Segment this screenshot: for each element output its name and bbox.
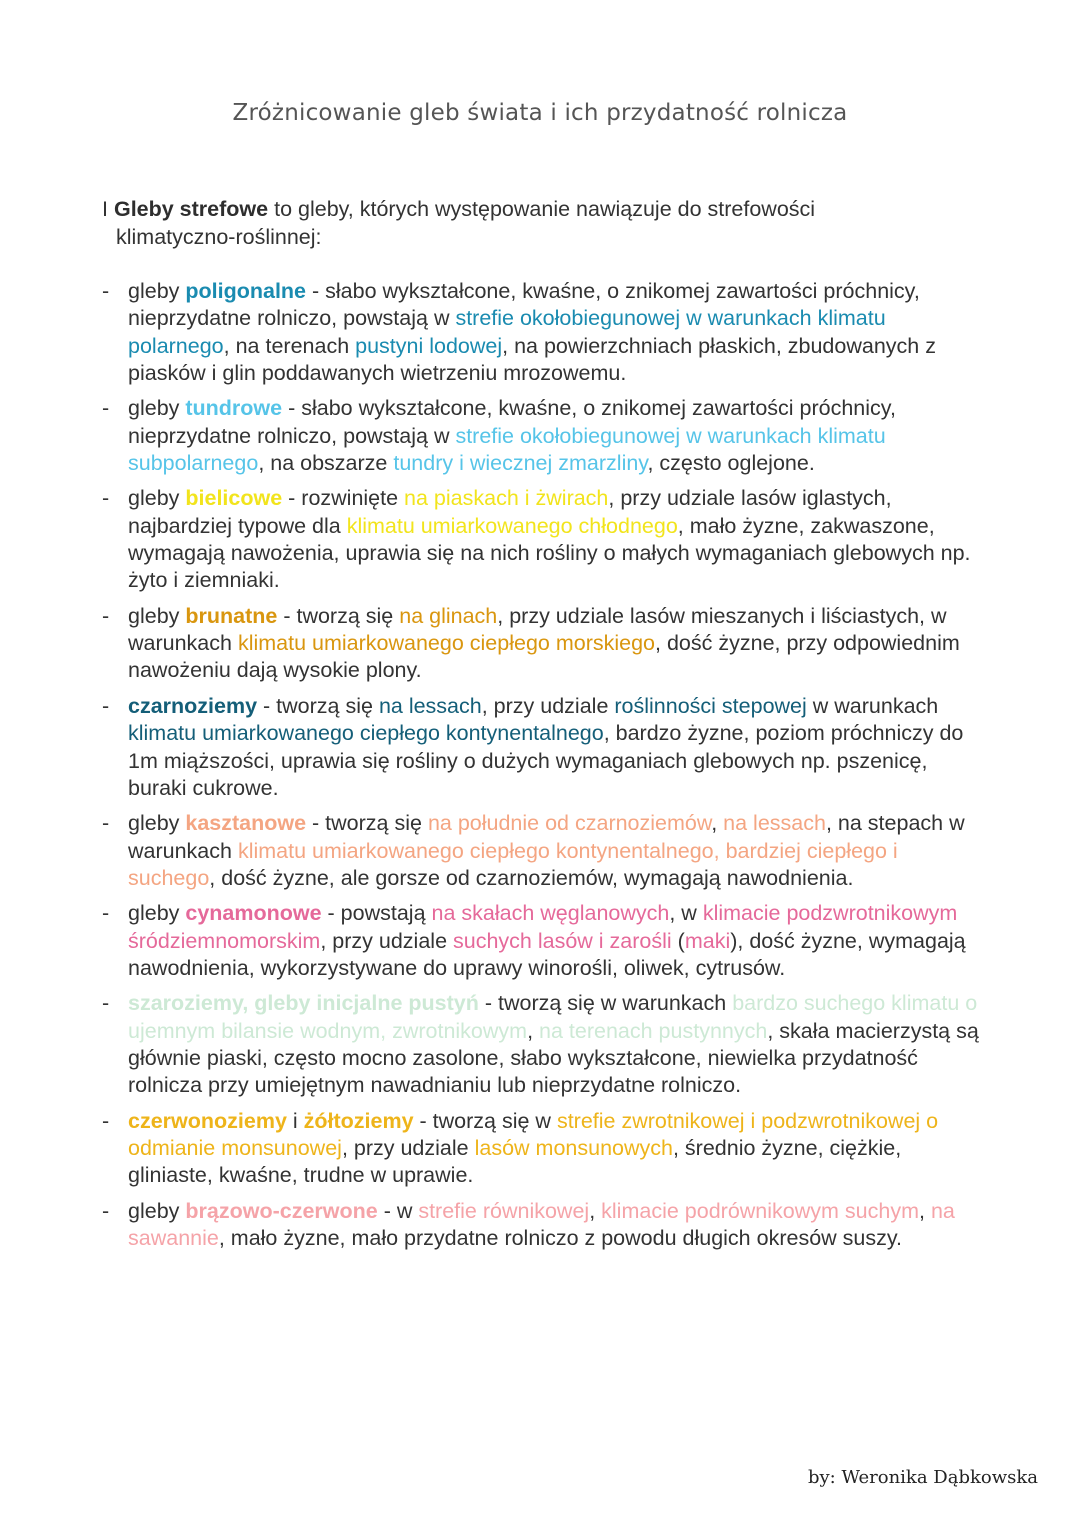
list-bullet: - xyxy=(102,1108,110,1133)
item-text: , skała macierzystą są głównie piaski, często mocno zasolone, słabo wykształcone, niewielka przydatność rolnicza przy umiejętnym nawadnianiu lub nieprzydatne rolniczo. xyxy=(128,1018,979,1098)
item-text: - rozwinięte xyxy=(282,486,405,511)
highlight-text: pustyni lodowej xyxy=(355,333,503,358)
highlight-text: roślinności stepowej xyxy=(614,693,807,718)
highlight-text: klimatu umiarkowanego ciepłego morskiego xyxy=(237,631,656,656)
highlight-text: na skałach węglanowych xyxy=(431,901,670,926)
author-credit: by: Weronika Dąbkowska xyxy=(807,1467,1038,1488)
item-text: - w xyxy=(377,1198,419,1223)
item-text: i xyxy=(286,1108,304,1133)
soil-term: brązowo-czerwone xyxy=(185,1198,378,1223)
soil-term: czerwonoziemy xyxy=(128,1108,287,1133)
item-text: , mało żyzne, zakwaszone, wymagają nawożenia, uprawia się na nich rośliny o małych wymaganiach glebowych np. żyto i ziemniaki. xyxy=(128,513,971,593)
list-bullet: - xyxy=(102,486,110,511)
soil-term: poligonalne xyxy=(185,279,307,303)
item-text: , na powierzchniach płaskich, zbudowanych z piasków i glin poddawanych wietrzeniu mrozowemu. xyxy=(128,333,936,385)
list-item-brunatne xyxy=(100,603,980,685)
item-text: , mało żyzne, mało przydatne rolniczo z powodu długich okresów suszy. xyxy=(218,1226,902,1251)
item-text: ( xyxy=(671,928,685,953)
item-text: , xyxy=(711,811,724,836)
highlight-text: na sawannie xyxy=(128,1198,955,1251)
item-text: , przy udziale lasów iglastych, najbardziej typowe dla xyxy=(128,486,892,538)
item-text: , dość żyzne, przy odpowiednim nawożeniu dają wysokie plony. xyxy=(128,631,960,683)
page-title: Zróżnicowanie gleb świata i ich przydatność rolnicza xyxy=(232,100,848,126)
item-text: , na obszarze xyxy=(258,450,394,475)
highlight-text: suchych lasów i zarośli xyxy=(453,928,672,953)
list-bullet: - xyxy=(102,603,110,628)
item-text: gleby xyxy=(128,486,186,511)
list-item-cynamonowe xyxy=(100,900,980,982)
list-bullet: - xyxy=(102,991,110,1016)
item-text: , średnio żyzne, ciężkie, gliniaste, kwaśne, trudne w uprawie. xyxy=(128,1136,902,1188)
item-text: , xyxy=(589,1198,602,1223)
item-text: , xyxy=(527,1018,540,1043)
list-bullet: - xyxy=(102,693,110,718)
highlight-text: strefie zwrotnikowej i podzwrotnikowej o odmianie monsunowej xyxy=(128,1108,939,1161)
item-text: , xyxy=(918,1198,931,1223)
soil-term: tundrowe xyxy=(185,396,283,421)
list-item-szaroziemy xyxy=(100,990,980,1099)
item-text: - tworzą się xyxy=(306,811,428,836)
soil-term: bielicowe xyxy=(185,486,283,511)
highlight-text: maki xyxy=(684,928,731,953)
intro-prefix: I xyxy=(102,197,108,221)
intro-text: to gleby, których występowanie nawiązuje do strefowości xyxy=(274,197,816,221)
item-text: , przy udziale xyxy=(320,928,454,953)
highlight-text: tundry i wiecznej zmarzliny xyxy=(393,450,648,475)
list-item-tundrowe xyxy=(100,395,980,477)
highlight-text: klimatu umiarkowanego ciepłego kontynentalnego xyxy=(128,721,604,746)
item-text: , w xyxy=(669,901,703,926)
item-text: gleby xyxy=(128,279,186,303)
item-text: gleby xyxy=(128,901,186,926)
highlight-text: na piaskach i żwirach xyxy=(404,486,609,511)
list-item-czerwonoziemy xyxy=(100,1108,980,1190)
item-text: , bardzo żyzne, poziom próchniczy do 1m miąższości, uprawia się rośliny o dużych wymaganiach glebowych np. pszenicę, buraki cukrowe. xyxy=(128,721,964,800)
list-item-poligonalne xyxy=(100,278,980,387)
list-item-czarnoziemy xyxy=(100,693,980,802)
soil-term: żółtoziemy xyxy=(303,1108,414,1133)
list-bullet: - xyxy=(102,396,110,421)
item-text: , często oglejone. xyxy=(647,450,815,475)
intro-continuation: klimatyczno-roślinnej: xyxy=(116,225,322,249)
soil-term: szaroziemy, gleby inicjalne pustyń xyxy=(128,991,479,1016)
item-text: gleby xyxy=(128,811,186,836)
item-text: - tworzą się w xyxy=(413,1108,557,1133)
intro-paragraph xyxy=(102,195,962,251)
highlight-text: na glinach xyxy=(399,603,498,628)
soil-term: kasztanowe xyxy=(185,811,307,836)
highlight-text: strefie okołobiegunowej w warunkach klimatu polarnego xyxy=(128,306,886,358)
soil-term: cynamonowe xyxy=(185,901,322,926)
item-text: - tworzą się w warunkach xyxy=(478,991,733,1016)
highlight-text: strefie równikowej xyxy=(418,1198,590,1223)
item-text: gleby xyxy=(128,1198,186,1223)
highlight-text: klimacie podrównikowym suchym xyxy=(601,1198,919,1223)
list-bullet: - xyxy=(102,901,110,926)
item-text: ), dość żyzne, wymagają nawodnienia, wykorzystywane do uprawy winorośli, oliwek, cytrusów. xyxy=(128,928,966,980)
item-text: - słabo wykształcone, kwaśne, o znikomej zawartości próchnicy, nieprzydatne rolniczo, powstają w xyxy=(128,279,920,331)
item-text: - słabo wykształcone, kwaśne, o znikomej zawartości próchnicy, nieprzydatne rolniczo, powstają w xyxy=(128,396,896,448)
item-text: , na stepach w warunkach xyxy=(128,811,965,863)
item-text: w warunkach xyxy=(806,693,939,718)
list-bullet: - xyxy=(102,1198,110,1223)
list-item-kasztanowe xyxy=(100,810,980,892)
highlight-text: lasów monsunowych xyxy=(474,1136,673,1161)
highlight-text: na terenach pustynnych xyxy=(539,1018,768,1043)
item-text: , przy udziale xyxy=(341,1136,475,1161)
item-text: gleby xyxy=(128,603,186,628)
soil-term: czarnoziemy xyxy=(128,693,258,718)
highlight-text: na lessach xyxy=(723,811,826,836)
item-text: , przy udziale xyxy=(481,693,615,718)
item-text: - tworzą się xyxy=(257,693,379,718)
list-item-bielicowe xyxy=(100,485,980,594)
item-text: , na terenach xyxy=(223,333,356,358)
item-text: - tworzą się xyxy=(277,603,400,628)
soil-list xyxy=(100,278,980,1261)
highlight-text: klimatu umiarkowanego chłodnego xyxy=(346,513,678,538)
soil-term: brunatne xyxy=(185,603,278,628)
list-bullet: - xyxy=(102,811,110,836)
item-text: , dość żyzne, ale gorsze od czarnoziemów, wymagają nawodnienia. xyxy=(209,865,854,890)
highlight-text: strefie okołobiegunowej w warunkach klimatu subpolarnego xyxy=(128,423,886,475)
highlight-text: klimatu umiarkowanego ciepłego kontynentalnego, bardziej ciepłego i suchego xyxy=(128,838,898,890)
item-text: - powstają xyxy=(321,901,432,926)
highlight-text: klimacie podzwrotnikowym śródziemnomorskim xyxy=(128,901,958,953)
intro-term: Gleby strefowe xyxy=(113,197,269,221)
highlight-text: bardzo suchego klimatu o ujemnym bilansie wodnym, zwrotnikowym xyxy=(128,991,978,1043)
item-text: , przy udziale lasów mieszanych i liściastych, w warunkach xyxy=(128,603,947,656)
item-text: gleby xyxy=(128,396,186,421)
list-bullet: - xyxy=(102,279,110,303)
highlight-text: na południe od czarnoziemów xyxy=(427,811,712,836)
list-item-brazowo-czerwone xyxy=(100,1198,980,1253)
highlight-text: na lessach xyxy=(378,693,482,718)
